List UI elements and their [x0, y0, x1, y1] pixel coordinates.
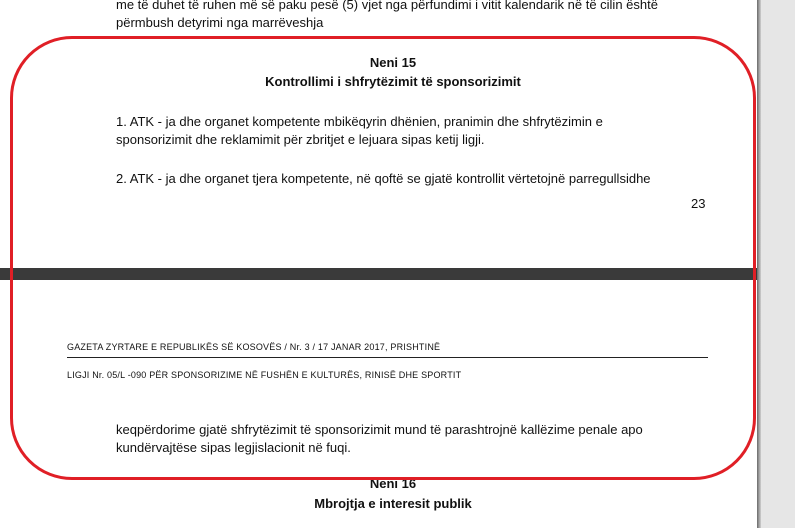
article-15-para-1-line-2: sponsorizimit dhe reklamimit për zbritjet e lejuara sipas ketij ligji. — [116, 132, 485, 147]
article-15-para-1-line-1: 1. ATK - ja dhe organet kompetente mbikëqyrin dhënien, pranimin dhe shfrytëzimin e — [116, 114, 603, 129]
article-16-number: Neni 16 — [369, 476, 417, 491]
viewer-right-gutter — [757, 0, 795, 528]
article-15-title: Kontrollimi i shfrytëzimit të sponsorizimit — [265, 74, 521, 89]
gazette-header: GAZETA ZYRTARE E REPUBLIKËS SË KOSOVËS / Nr. 3 / 17 JANAR 2017, PRISHTINË — [67, 342, 441, 352]
top-fragment-line-2: përmbush detyrimi nga marrëveshja — [116, 15, 324, 30]
page-number: 23 — [691, 196, 706, 211]
header-rule — [67, 357, 708, 358]
article-15-para-2-line-1: 2. ATK - ja dhe organet tjera kompetente, në qoftë se gjatë kontrollit vërtetojnë parregullsidhe — [116, 171, 651, 186]
continuation-line-1: keqpërdorime gjatë shfrytëzimit të sponsorizimit mund të parashtrojnë kallëzime penale apo — [116, 422, 643, 437]
continuation-line-2: kundërvajtëse sipas legjislacionit në fuqi. — [116, 440, 351, 455]
law-header: LIGJI Nr. 05/L -090 PËR SPONSORIZIME NË FUSHËN E KULTURËS, RINISË DHE SPORTIT — [67, 370, 462, 380]
gutter-shadow — [757, 0, 761, 528]
article-16-title: Mbrojtja e interesit publik — [314, 496, 472, 511]
article-15-number: Neni 15 — [369, 55, 417, 70]
top-fragment-line-1: me të duhet të ruhen më së paku pesë (5) vjet nga përfundimi i vitit kalendarik në të cilin është — [116, 0, 658, 12]
page-break-gap — [0, 268, 795, 280]
